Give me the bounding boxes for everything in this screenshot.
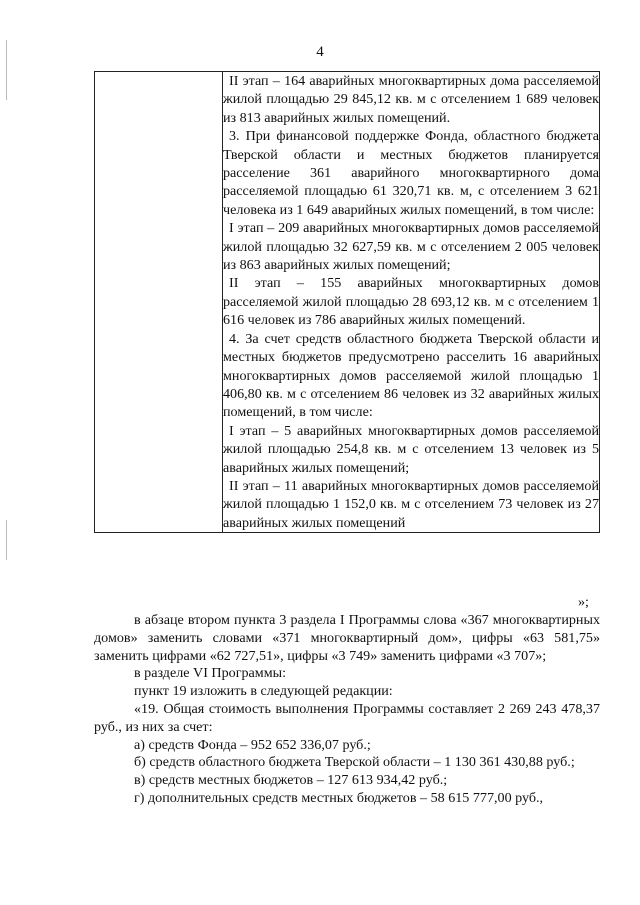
body-paragraph: в абзаце втором пункта 3 раздела I Программы слова «367 многоквартирных домов» заменить словами «371 многоквартирный дом», цифры «63 581,75» заменить цифрами «62 727,51», цифры «3 749» заменить цифрами «3 707»; bbox=[94, 612, 600, 664]
body-paragraph: в) средств местных бюджетов – 127 613 934,42 руб.; bbox=[134, 772, 448, 789]
table-left-cell bbox=[95, 72, 223, 533]
table-paragraph: II этап – 155 аварийных многоквартирных домов расселяемой жилой площадью 28 693,12 кв. м с отселением 1 616 человек из 786 аварийных жилых помещений. bbox=[223, 275, 599, 329]
body-paragraph: «19. Общая стоимость выполнения Программы составляет 2 269 243 478,37 руб., из них за счет: bbox=[94, 700, 600, 735]
table-paragraph: 3. При финансовой поддержке Фонда, областного бюджета Тверской области и местных бюджетов планируется расселение 361 аварийного многоквартирного дома расселяемой площадью 61 320,71 кв. м, с отселением 3 621 человека из 1 649 аварийных жилых помещений, в том числе: bbox=[223, 128, 599, 218]
table-paragraph: I этап – 209 аварийных многоквартирных домов расселяемой жилой площадью 32 627,59 кв. м с отселением 2 005 человек из 863 аварийных жилых помещений; bbox=[223, 220, 599, 274]
table-row bbox=[95, 72, 600, 533]
table-right-cell bbox=[223, 72, 600, 533]
body-paragraph: в разделе VI Программы: bbox=[134, 665, 287, 682]
body-paragraph: г) дополнительных средств местных бюджетов – 58 615 777,00 руб., bbox=[134, 789, 544, 806]
table-paragraph: II этап – 164 аварийных многоквартирных дома расселяемой жилой площадью 29 845,12 кв. м с отселением 1 689 человек из 813 аварийных жилых помещений. bbox=[223, 73, 599, 126]
body-paragraph: а) средств Фонда – 952 652 336,07 руб.; bbox=[134, 736, 371, 753]
body-text bbox=[94, 612, 600, 808]
body-paragraph: пункт 19 изложить в следующей редакции: bbox=[134, 683, 393, 700]
page-number: 4 bbox=[316, 44, 324, 60]
table-paragraph: II этап – 11 аварийных многоквартирных домов расселяемой жилой площадью 1 152,0 кв. м с отселением 73 человек из 27 аварийных жилых помещений bbox=[223, 477, 599, 531]
body-paragraph: б) средств областного бюджета Тверской области – 1 130 361 430,88 руб.; bbox=[134, 754, 575, 771]
closing-quote: »; bbox=[578, 594, 589, 610]
table-paragraph: 4. За счет средств областного бюджета Тверской области и местных бюджетов предусмотрено расселить 16 аварийных многоквартирных домов расселяемой жилой площадью 1 406,80 кв. м с отселением 86 человек из 32 аварийных жилых помещений, в том числе: bbox=[223, 330, 599, 421]
scan-edge-mark bbox=[6, 520, 7, 560]
table-paragraph: I этап – 5 аварийных многоквартирных домов расселяемой жилой площадью 254,8 кв. м с отселением 13 человек из 5 аварийных жилых помещений; bbox=[223, 422, 599, 476]
program-table bbox=[94, 71, 600, 533]
